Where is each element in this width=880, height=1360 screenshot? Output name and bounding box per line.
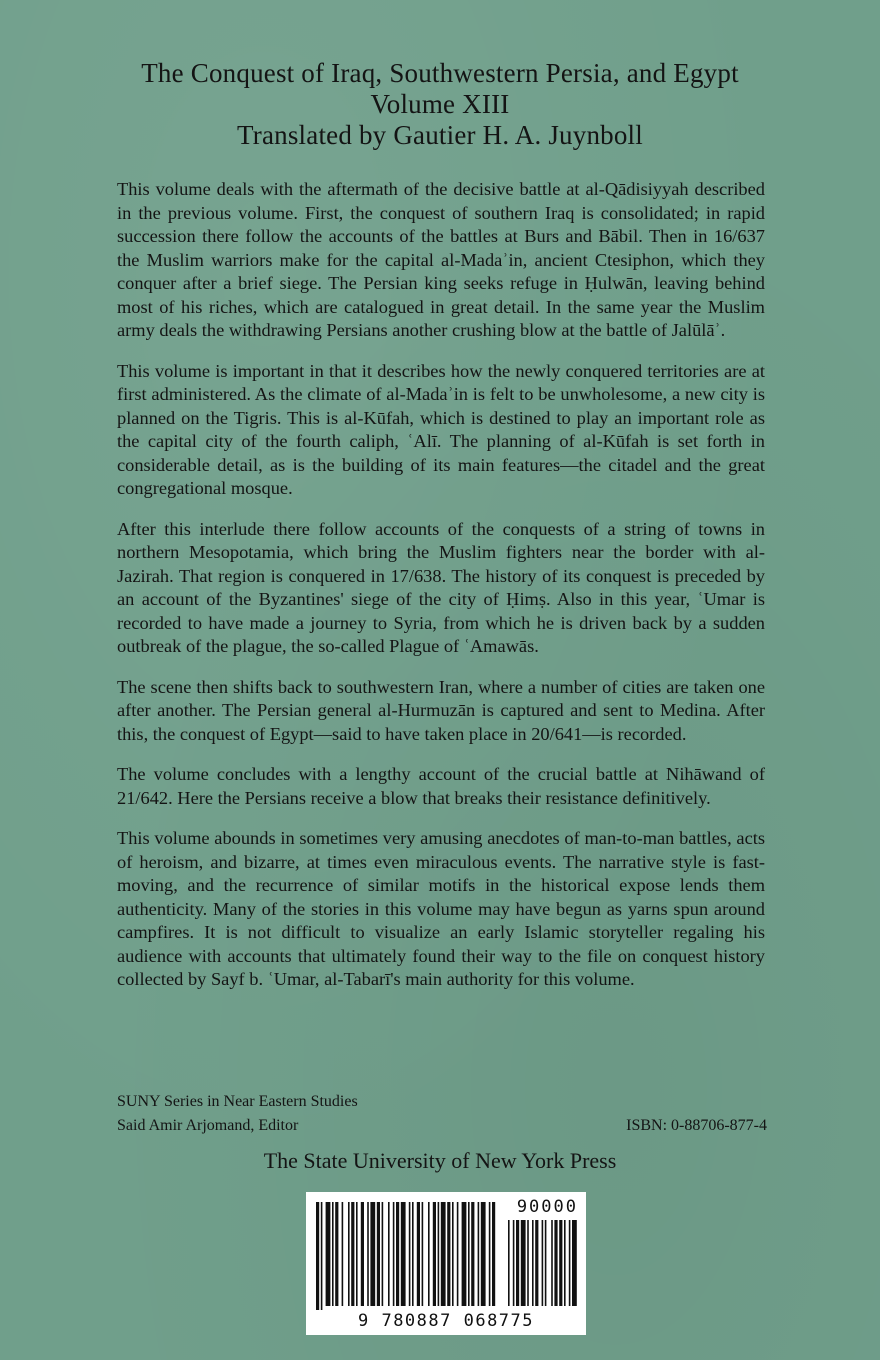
ean-digits: 9 780887 068775 xyxy=(357,1311,535,1331)
barcode-bar xyxy=(335,1202,338,1306)
barcode-addon-bar xyxy=(513,1220,515,1306)
barcode-addon-bar xyxy=(545,1220,547,1306)
barcode-bar xyxy=(351,1202,354,1306)
barcode-addon-bar xyxy=(559,1220,562,1306)
barcode-bar xyxy=(348,1202,350,1306)
barcode-bar xyxy=(382,1202,384,1306)
barcode-bar xyxy=(481,1202,486,1306)
barcode-addon-bar xyxy=(542,1220,544,1306)
description-paragraph: The scene then shifts back to southwestern Iran, where a number of cities are taken one after another. The Persian general al-Hurmuzān is captured and sent to Medina. After this, the conquest of Egypt—said to have taken place in 20/641—is recorded. xyxy=(117,676,765,744)
description-paragraph: The volume concludes with a lengthy account of the crucial battle at Nihāwand of 21/642. Here the Persians receive a blow that breaks their resistance definitively. xyxy=(117,764,765,808)
barcode-bar xyxy=(356,1202,358,1306)
barcode-bar xyxy=(332,1202,334,1306)
barcode-bar xyxy=(433,1202,436,1306)
barcode-bar xyxy=(412,1202,414,1306)
description-paragraph: This volume deals with the aftermath of the decisive battle at al-Qādisiyyah described in the previous volume. First, the conquest of southern Iraq is consolidated; in rapid succession there follow the accounts of the battles at Burs and Bābil. Then in 16/637 the Muslim warriors make for the capital al-Madaʾin, ancient Ctesiphon, which they conquer after a brief siege. The Persian king seeks refuge in Ḥulwān, leaving behind most of his riches, which are catalogued in great detail. In the same year the Muslim army deals the withdrawing Persians another crushing blow at the battle of Jalūlāʾ. xyxy=(117,179,765,340)
description-paragraph: This volume abounds in sometimes very amusing anecdotes of man-to-man battles, acts of heroism, and bizarre, at times even miraculous events. The narrative style is fast-moving, and the recurrence of similar motifs in the historical expose lends them authenticity. Many of the stories in this volume may have begun as yarns spun around campfires. It is not difficult to visualize an early Islamic storyteller regaling his audience with accounts that ultimately found their way to the file on conquest history collected by Sayf b. ʿUmar, al-Tabarī's main authority for this volume. xyxy=(117,828,765,989)
barcode-addon-bar xyxy=(521,1220,526,1306)
barcode-addon-bar xyxy=(535,1220,538,1306)
barcode-bar xyxy=(452,1202,454,1306)
barcode-bar xyxy=(478,1202,480,1306)
barcode-bar xyxy=(409,1202,411,1306)
barcode-bar xyxy=(468,1202,470,1306)
barcode-bar xyxy=(438,1202,440,1306)
publisher-name: The State University of New York Press xyxy=(263,1148,617,1173)
barcode-addon-bar xyxy=(551,1220,553,1306)
barcode-graphic xyxy=(306,1192,586,1335)
barcode-addon-bar xyxy=(516,1220,519,1306)
barcode-bar xyxy=(462,1202,467,1306)
barcode-bar xyxy=(388,1202,390,1306)
barcode-bar xyxy=(393,1202,395,1306)
series-editor: Said Amir Arjomand, Editor xyxy=(117,1117,299,1134)
barcode-addon-bar xyxy=(508,1220,510,1306)
barcode-bar xyxy=(367,1202,369,1306)
barcode-bar xyxy=(316,1202,319,1310)
barcode-addon-bar xyxy=(554,1220,557,1306)
barcode-addon-bar xyxy=(527,1220,529,1306)
barcode-bar xyxy=(417,1202,420,1306)
description-paragraph: After this interlude there follow accounts of the conquests of a string of towns in northern Mesopotamia, which bring the Muslim fighters near the border with al-Jazirah. That region is conquered in 17/638. The history of its conquest is preceded by an account of the Byzantines' siege of the city of Ḥimṣ. Also in this year, ʿUmar is recorded to have made a journey to Syria, from which he is driven back by a sudden outbreak of the plague, the so-called Plague of ʿAmawās. xyxy=(117,518,765,656)
volume-number: Volume XIII xyxy=(370,89,510,119)
barcode-bar xyxy=(457,1202,459,1306)
barcode-bar xyxy=(326,1202,331,1306)
barcode-bar xyxy=(396,1202,399,1306)
barcode-addon-bar xyxy=(564,1220,566,1306)
barcode-bar xyxy=(489,1202,491,1306)
barcode-addon-bar xyxy=(572,1220,577,1306)
barcode-bar xyxy=(422,1202,424,1306)
description-body xyxy=(117,178,765,1009)
barcode-bar xyxy=(428,1202,430,1306)
translator-credit: Translated by Gautier H. A. Juynboll xyxy=(237,120,643,150)
title-block xyxy=(0,58,880,151)
barcode-addon-bar xyxy=(532,1220,534,1306)
barcode-bar xyxy=(370,1202,375,1306)
barcode-bar xyxy=(401,1202,406,1306)
barcode-bar xyxy=(321,1202,323,1310)
barcode xyxy=(306,1192,586,1335)
barcode-bar xyxy=(441,1202,446,1306)
barcode-bar xyxy=(447,1202,450,1306)
series-name: SUNY Series in Near Eastern Studies xyxy=(117,1093,358,1110)
isbn-number: ISBN: 0-88706-877-4 xyxy=(626,1117,767,1134)
description-paragraph: This volume is important in that it describes how the newly conquered territories are at first administered. As the climate of al-Madaʾin is felt to be unwholesome, a new city is planned on the Tigris. This is al-Kūfah, which is destined to play an important role as the capital city of the fourth caliph, ʿAlī. The planning of al-Kūfah is set forth in considerable detail, as is the building of its main features—the citadel and the great congregational mosque. xyxy=(117,360,765,498)
book-title: The Conquest of Iraq, Southwestern Persia, and Egypt xyxy=(141,58,739,88)
barcode-bar xyxy=(361,1202,364,1306)
barcode-bar xyxy=(471,1202,474,1306)
barcode-bar xyxy=(342,1202,344,1306)
price-code: 90000 xyxy=(516,1197,578,1217)
barcode-bar xyxy=(492,1202,495,1306)
barcode-addon-bar xyxy=(569,1220,571,1306)
barcode-bar xyxy=(377,1202,380,1306)
